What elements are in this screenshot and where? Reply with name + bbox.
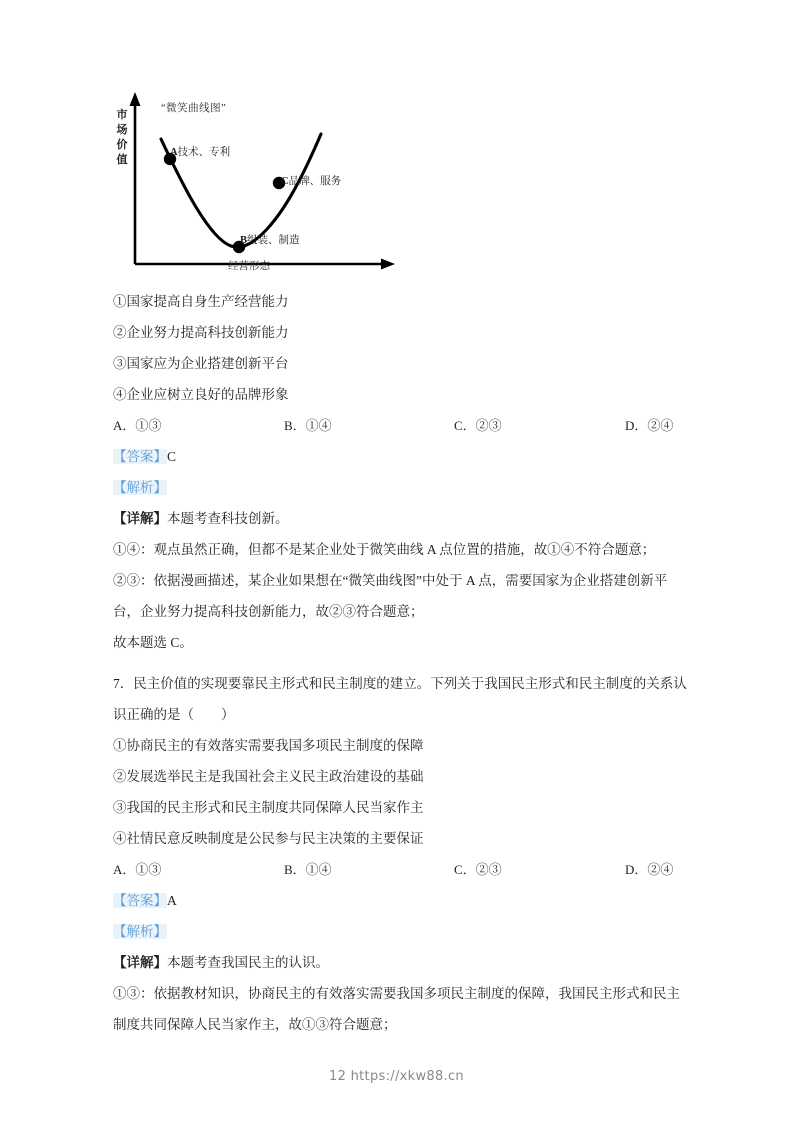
q7-answer-value: A xyxy=(167,893,177,908)
section-spacer xyxy=(113,658,693,668)
q6-detail-tag: 【详解】 xyxy=(113,511,167,526)
q7-detail-tag: 【详解】 xyxy=(113,955,167,970)
point-a-label xyxy=(170,144,230,159)
q6-answer-row xyxy=(113,441,693,472)
page-footer-watermark: 12 https://xkw88.cn xyxy=(329,1069,464,1084)
q6-analysis-row xyxy=(113,472,693,503)
point-c-key: C xyxy=(281,176,289,187)
x-axis-arrowhead xyxy=(381,259,395,270)
q6-detail-row xyxy=(113,503,693,534)
q7-choices xyxy=(113,854,693,885)
point-b-text: 组装、制造 xyxy=(247,235,300,246)
q7-statement-4: ④社情民意反映制度是公民参与民主决策的主要保证 xyxy=(113,831,424,846)
q7-choice-d[interactable]: D．②④ xyxy=(625,862,674,877)
q6-choice-a[interactable]: A．①③ xyxy=(113,418,162,433)
q6-choices xyxy=(113,410,693,441)
smile-curve-svg xyxy=(113,86,403,281)
y-axis-arrowhead xyxy=(130,92,141,106)
point-b-label xyxy=(240,232,300,247)
q7-answer-tag: 【答案】 xyxy=(113,893,167,908)
point-a-text: 技术、专利 xyxy=(177,147,231,158)
q6-statement-4: ④企业应树立良好的品牌形象 xyxy=(113,387,289,402)
q6-choice-b[interactable]: B．①④ xyxy=(284,418,332,433)
point-a-key: A xyxy=(170,147,178,158)
smile-curve-figure xyxy=(113,86,403,281)
q7-detail-row xyxy=(113,947,693,978)
q7-answer-row xyxy=(113,885,693,916)
q6-statement-1: ①国家提高自身生产经营能力 xyxy=(113,294,289,309)
q6-detail-line-2: ②③：依据漫画描述，某企业如果想在“微笑曲线图”中处于 A 点，需要国家为企业搭建创新平台，企业努力提高科技创新能力，故②③符合题意； xyxy=(113,573,668,619)
q7-detail-intro: 本题考查我国民主的认识。 xyxy=(167,955,329,970)
point-c-label xyxy=(281,173,341,188)
document-content xyxy=(113,286,693,1040)
y-axis-label: 市场价值 xyxy=(116,109,128,166)
q6-detail-line-3: 故本题选 C。 xyxy=(113,635,193,650)
q6-choice-c[interactable]: C．②③ xyxy=(454,418,502,433)
q6-choice-d[interactable]: D．②④ xyxy=(625,418,674,433)
q7-statement-3: ③我国的民主形式和民主制度共同保障人民当家作主 xyxy=(113,800,424,815)
point-b-key: B xyxy=(240,235,248,246)
q7-statement-1: ①协商民主的有效落实需要我国多项民主制度的保障 xyxy=(113,738,424,753)
q6-answer-value: C xyxy=(167,449,177,464)
q7-choice-b[interactable]: B．①④ xyxy=(284,862,332,877)
q7-statement-2: ②发展选举民主是我国社会主义民主政治建设的基础 xyxy=(113,769,424,784)
q6-analysis-tag: 【解析】 xyxy=(113,480,167,495)
q6-statement-3: ③国家应为企业搭建创新平台 xyxy=(113,356,289,371)
x-axis-label: 经营形态 xyxy=(228,261,270,272)
q7-choice-a[interactable]: A．①③ xyxy=(113,862,162,877)
figure-title: “微笑曲线图” xyxy=(161,103,227,114)
q6-statement-2: ②企业努力提高科技创新能力 xyxy=(113,325,289,340)
q7-choice-c[interactable]: C．②③ xyxy=(454,862,502,877)
q7-detail-line-1: ①③：依据教材知识，协商民主的有效落实需要我国多项民主制度的保障，我国民主形式和民主制度共同保障人民当家作主，故①③符合题意； xyxy=(113,986,680,1032)
q6-detail-line-1: ①④：观点虽然正确，但都不是某企业处于微笑曲线 A 点位置的措施，故①④不符合题意； xyxy=(113,542,656,557)
q6-answer-tag: 【答案】 xyxy=(113,449,167,464)
q6-detail-intro: 本题考查科技创新。 xyxy=(167,511,289,526)
point-c-text: 品牌、服务 xyxy=(288,176,342,187)
q7-analysis-row xyxy=(113,916,693,947)
q7-analysis-tag: 【解析】 xyxy=(113,924,167,939)
q7-stem: 7．民主价值的实现要靠民主形式和民主制度的建立。下列关于我国民主形式和民主制度的关系认识正确的是（ ） xyxy=(113,676,687,722)
